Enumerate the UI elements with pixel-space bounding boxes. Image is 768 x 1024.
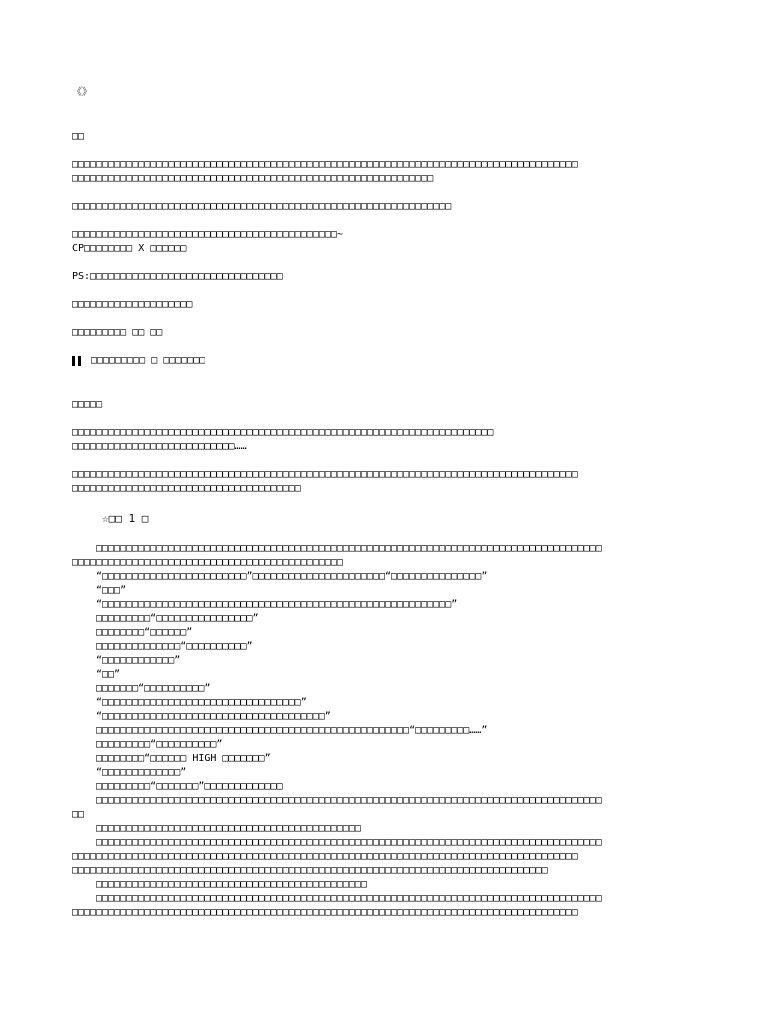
body-line: □□□□□□□□□□□□□□□□□□□□□□□□□□□□□□□□□□□□□□□□□□□□□□□□□□□□□□□□□□□□□□□□□□□□□□□□□□□□□□□ <box>72 865 548 876</box>
body-line: “□□□” <box>96 585 127 596</box>
intro-line-3: □□□□□□□□□□□□□□□□□□□□□□□□□□□□□□□□□□□□□□□□□□□□□□□□□□□□□□□□□□□□□□□ <box>72 201 452 212</box>
body-line: □□□□□□□□□□□□□□□□□□□□□□□□□□□□□□□□□□□□□□□□□□□□ <box>96 823 361 834</box>
document-title: 《》 <box>72 87 92 98</box>
body-line: □□□□□□□□□“□□□□□□□□□□□□□□□□” <box>96 613 259 624</box>
pause-line <box>72 354 700 368</box>
body-line: “□□□□□□□□□□□□□” <box>96 767 187 778</box>
chapter-heading: ☆□□ 1 □ <box>102 512 149 525</box>
body-line: □□□□□□□□□“□□□□□□□□□□” <box>96 739 223 750</box>
body-line: □□□□□□□□□□□□□□□□□□□□□□□□□□□□□□□□□□□□□□□□□□□□□□□□□□□□□□□□□□□□□□□□□□□□□□□□□□□□□□□□□□□□ <box>96 795 602 806</box>
note-line-1: □□□□□□□□□□□□□□□□□□□□ <box>72 299 193 310</box>
intro-line-2: □□□□□□□□□□□□□□□□□□□□□□□□□□□□□□□□□□□□□□□□□□□□□□□□□□□□□□□□□□□□ <box>72 173 434 184</box>
body-line: □□□□□□□□□□□□□□□□□□□□□□□□□□□□□□□□□□□□□□□□□□□□□□□□□□□□□□□□□□□□□□□□□□□□□□□□□□□□□□□□□□□□ <box>96 543 602 554</box>
ps-line: PS:□□□□□□□□□□□□□□□□□□□□□□□□□□□□□□□□ <box>72 271 283 282</box>
body-line: “□□□□□□□□□□□□□□□□□□□□□□□□”□□□□□□□□□□□□□□□□□□□□□□“□□□□□□□□□□□□□□□” <box>96 571 488 582</box>
body-line: □□□□□□□□□□□□□□□□□□□□□□□□□□□□□□□□□□□□□□□□□□□□□ <box>72 557 343 568</box>
section-heading: □□□□□ <box>72 399 103 410</box>
summary-line-3: □□□□□□□□□□□□□□□□□□□□□□□□□□□□□□□□□□□□□□□□□□□□□□□□□□□□□□□□□□□□□□□□□□□□□□□□□□□□□□□□□□□□ <box>72 469 578 480</box>
note-line-2: □□□□□□□□□ □□ □□ <box>72 327 163 338</box>
intro-line-1: □□□□□□□□□□□□□□□□□□□□□□□□□□□□□□□□□□□□□□□□□□□□□□□□□□□□□□□□□□□□□□□□□□□□□□□□□□□□□□□□□□□□ <box>72 159 578 170</box>
body-line: □□□□□□□□□□□□□□“□□□□□□□□□□” <box>96 641 253 652</box>
pause-line-text: □□□□□□□□□ □ □□□□□□□ <box>91 355 206 366</box>
body-line: □□ <box>72 809 85 820</box>
intro-line-4: □□□□□□□□□□□□□□□□□□□□□□□□□□□□□□□□□□□□□□□□□□□□~ <box>72 229 343 240</box>
summary-line-4: □□□□□□□□□□□□□□□□□□□□□□□□□□□□□□□□□□□□□□ <box>72 483 301 494</box>
body-line: □□□□□□□□□□□□□□□□□□□□□□□□□□□□□□□□□□□□□□□□□□□□□ <box>96 879 367 890</box>
body-line: □□□□□□□□□□□□□□□□□□□□□□□□□□□□□□□□□□□□□□□□□□□□□□□□□□□□“□□□□□□□□□……” <box>96 725 488 736</box>
body-line: □□□□□□□□□□□□□□□□□□□□□□□□□□□□□□□□□□□□□□□□□□□□□□□□□□□□□□□□□□□□□□□□□□□□□□□□□□□□□□□□□□□□ <box>72 907 578 918</box>
body-line: □□□□□□□□□□□□□□□□□□□□□□□□□□□□□□□□□□□□□□□□□□□□□□□□□□□□□□□□□□□□□□□□□□□□□□□□□□□□□□□□□□□□ <box>96 837 602 848</box>
author-line: □□ <box>72 131 85 142</box>
summary-line-1: □□□□□□□□□□□□□□□□□□□□□□□□□□□□□□□□□□□□□□□□□□□□□□□□□□□□□□□□□□□□□□□□□□□□□□ <box>72 427 494 438</box>
body-line: □□□□□□□□□“□□□□□□□”□□□□□□□□□□□□□ <box>96 781 283 792</box>
pause-icon <box>72 356 81 366</box>
body-line: “□□□□□□□□□□□□□□□□□□□□□□□□□□□□□□□□□” <box>96 697 307 708</box>
body-line: “□□” <box>96 669 121 680</box>
summary-line-2: □□□□□□□□□□□□□□□□□□□□□□□□□□□…… <box>72 441 247 452</box>
cp-line: CP□□□□□□□□ X □□□□□□ <box>72 243 187 254</box>
body-line: “□□□□□□□□□□□□□□□□□□□□□□□□□□□□□□□□□□□□□” <box>96 711 331 722</box>
document-body <box>72 86 700 920</box>
body-line: “□□□□□□□□□□□□” <box>96 655 181 666</box>
body-line: □□□□□□□□“□□□□□□” <box>96 627 193 638</box>
body-line: □□□□□□□□□□□□□□□□□□□□□□□□□□□□□□□□□□□□□□□□□□□□□□□□□□□□□□□□□□□□□□□□□□□□□□□□□□□□□□□□□□□□ <box>72 851 578 862</box>
body-line: □□□□□□□“□□□□□□□□□□” <box>96 683 211 694</box>
body-line: □□□□□□□□□□□□□□□□□□□□□□□□□□□□□□□□□□□□□□□□□□□□□□□□□□□□□□□□□□□□□□□□□□□□□□□□□□□□□□□□□□□□ <box>96 893 602 904</box>
body-line: □□□□□□□□“□□□□□□ HIGH □□□□□□□” <box>96 753 271 764</box>
body-line: “□□□□□□□□□□□□□□□□□□□□□□□□□□□□□□□□□□□□□□□□□□□□□□□□□□□□□□□□□□” <box>96 599 458 610</box>
